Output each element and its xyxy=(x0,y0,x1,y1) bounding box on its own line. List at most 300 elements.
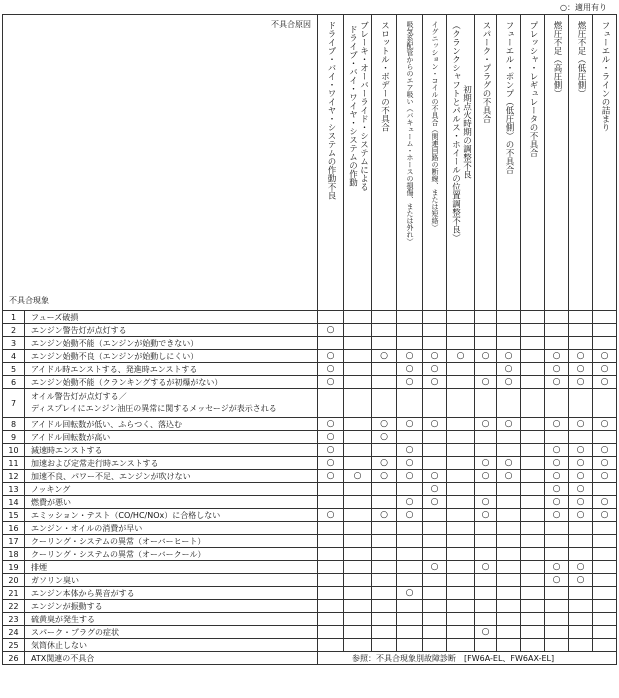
cause-column-c11 xyxy=(569,15,593,311)
applicability-cell xyxy=(497,561,521,574)
applicability-cell xyxy=(521,574,545,587)
applicability-cell: ○ xyxy=(545,376,569,389)
diagnosis-table xyxy=(2,14,617,665)
applicability-cell: ○ xyxy=(593,376,617,389)
applicability-cell xyxy=(475,574,497,587)
applicability-cell xyxy=(521,324,545,337)
cause-column-c7 xyxy=(475,15,497,311)
applicability-cell xyxy=(593,324,617,337)
applicability-cell: ○ xyxy=(569,376,593,389)
cause-heading-line: （クランクシャフトとパルス・ホイールの位置調整不良） xyxy=(450,21,461,242)
applicability-cell: ○ xyxy=(475,470,497,483)
applicability-cell: ○ xyxy=(397,457,423,470)
applicability-cell: ○ xyxy=(318,470,344,483)
applicability-cell xyxy=(497,509,521,522)
applicability-cell: ○ xyxy=(569,496,593,509)
applicability-cell xyxy=(593,483,617,496)
applicability-cell xyxy=(475,337,497,350)
applicability-cell xyxy=(447,363,475,376)
applicability-cell xyxy=(423,431,447,444)
symptom-cell: アイドル回転数が高い xyxy=(25,431,318,444)
applicability-cell xyxy=(447,600,475,613)
cause-heading xyxy=(551,21,562,98)
applicability-cell xyxy=(497,389,521,418)
symptom-cell: 排煙 xyxy=(25,561,318,574)
symptom-cell: 減速時エンストする xyxy=(25,444,318,457)
applicability-cell xyxy=(344,574,372,587)
applicability-cell xyxy=(318,311,344,324)
applicability-cell: ○ xyxy=(569,418,593,431)
applicability-cell xyxy=(521,535,545,548)
applicability-cell xyxy=(521,522,545,535)
applicability-cell xyxy=(545,639,569,652)
row-number: 12 xyxy=(3,470,25,483)
applicability-cell xyxy=(397,311,423,324)
applicability-cell: ○ xyxy=(397,418,423,431)
applicability-cell: ○ xyxy=(423,483,447,496)
symptom-cell: 気筒休止しない xyxy=(25,639,318,652)
row-number: 7 xyxy=(3,389,25,418)
applicability-cell xyxy=(593,626,617,639)
row-number: 5 xyxy=(3,363,25,376)
applicability-cell xyxy=(397,337,423,350)
applicability-cell xyxy=(447,509,475,522)
applicability-cell xyxy=(372,311,397,324)
cause-column-c6 xyxy=(447,15,475,311)
symptom-cell: エンジン本体から異音がする xyxy=(25,587,318,600)
applicability-cell xyxy=(521,509,545,522)
symptom-label: 不具合現象 xyxy=(9,296,49,305)
applicability-cell xyxy=(497,613,521,626)
header-row xyxy=(3,15,617,311)
applicability-cell xyxy=(593,561,617,574)
applicability-cell xyxy=(521,561,545,574)
applicability-cell xyxy=(344,389,372,418)
applicability-cell xyxy=(372,324,397,337)
applicability-cell xyxy=(447,522,475,535)
table-row xyxy=(3,470,617,483)
applicability-cell xyxy=(521,457,545,470)
symptom-cell: スパーク・プラグの症状 xyxy=(25,626,318,639)
applicability-cell: ○ xyxy=(569,483,593,496)
applicability-cell xyxy=(521,639,545,652)
applicability-cell: ○ xyxy=(545,363,569,376)
cause-heading xyxy=(450,21,472,242)
applicability-cell xyxy=(447,431,475,444)
applicability-cell xyxy=(397,639,423,652)
applicability-cell xyxy=(497,600,521,613)
row-number: 21 xyxy=(3,587,25,600)
applicability-cell xyxy=(475,535,497,548)
applicability-cell: ○ xyxy=(423,376,447,389)
applicability-cell xyxy=(318,613,344,626)
applicability-cell: ○ xyxy=(569,561,593,574)
applicability-cell: ○ xyxy=(397,444,423,457)
applicability-cell xyxy=(475,613,497,626)
applicability-cell xyxy=(569,600,593,613)
applicability-cell: ○ xyxy=(497,376,521,389)
applicability-cell: ○ xyxy=(318,509,344,522)
applicability-cell: ○ xyxy=(423,350,447,363)
applicability-cell xyxy=(475,389,497,418)
applicability-cell xyxy=(318,522,344,535)
symptom-cell: エンジン始動不能（クランキングするが初爆がない） xyxy=(25,376,318,389)
applicability-cell xyxy=(372,626,397,639)
cause-heading-line: 燃圧不足（高圧側） xyxy=(552,21,562,98)
applicability-cell xyxy=(447,324,475,337)
applicability-cell xyxy=(397,600,423,613)
applicability-cell xyxy=(318,600,344,613)
applicability-cell xyxy=(372,363,397,376)
applicability-cell xyxy=(318,496,344,509)
applicability-cell xyxy=(318,574,344,587)
applicability-cell xyxy=(447,376,475,389)
row-number: 3 xyxy=(3,337,25,350)
applicability-cell: ○ xyxy=(569,444,593,457)
applicability-cell: ○ xyxy=(545,457,569,470)
row-number: 11 xyxy=(3,457,25,470)
row-number: 24 xyxy=(3,626,25,639)
cause-heading-line: フューエル・ラインの詰まり xyxy=(600,21,610,132)
applicability-cell xyxy=(372,337,397,350)
applicability-cell xyxy=(545,311,569,324)
applicability-cell xyxy=(497,535,521,548)
applicability-cell xyxy=(423,389,447,418)
symptom-cell: アイドル時エンストする、発進時エンストする xyxy=(25,363,318,376)
applicability-cell: ○ xyxy=(569,574,593,587)
table-row xyxy=(3,587,617,600)
cause-column-c5 xyxy=(423,15,447,311)
applicability-cell xyxy=(423,337,447,350)
applicability-cell: ○ xyxy=(569,350,593,363)
symptom-cell: ATX関連の不具合 xyxy=(25,652,318,665)
applicability-cell: ○ xyxy=(545,561,569,574)
applicability-cell xyxy=(372,496,397,509)
table-row xyxy=(3,350,617,363)
symptom-cell: オイル警告灯が点灯する／ ディスプレイにエンジン油圧の異常に関するメッセージが表示される xyxy=(25,389,318,418)
applicability-cell xyxy=(344,418,372,431)
applicability-cell: ○ xyxy=(593,363,617,376)
symptom-cell: フューズ破損 xyxy=(25,311,318,324)
applicability-cell xyxy=(475,431,497,444)
table-row xyxy=(3,496,617,509)
applicability-cell xyxy=(344,535,372,548)
applicability-cell xyxy=(545,535,569,548)
applicability-cell xyxy=(521,311,545,324)
applicability-cell: ○ xyxy=(593,509,617,522)
applicability-cell xyxy=(447,587,475,600)
symptom-cell: 加速不良、パワー不足、エンジンが吹けない xyxy=(25,470,318,483)
applicability-cell xyxy=(545,522,569,535)
row-number: 18 xyxy=(3,548,25,561)
applicability-cell xyxy=(475,639,497,652)
applicability-cell xyxy=(397,613,423,626)
applicability-cell xyxy=(423,457,447,470)
applicability-cell: ○ xyxy=(397,470,423,483)
applicability-cell: ○ xyxy=(475,457,497,470)
cause-column-c3 xyxy=(372,15,397,311)
applicability-cell xyxy=(497,444,521,457)
applicability-cell xyxy=(593,613,617,626)
cause-heading xyxy=(503,21,514,174)
applicability-cell xyxy=(497,522,521,535)
table-body xyxy=(3,311,617,665)
applicability-cell xyxy=(569,535,593,548)
table-row xyxy=(3,639,617,652)
applicability-cell: ○ xyxy=(397,376,423,389)
applicability-cell xyxy=(475,522,497,535)
applicability-cell xyxy=(545,431,569,444)
row-number: 22 xyxy=(3,600,25,613)
cause-heading-line: 初期点火時期の調整不良 xyxy=(461,84,472,179)
cause-heading-line: プレッシャ・レギュレータの不具合 xyxy=(528,21,538,157)
symptom-cell: 硫黄臭が発生する xyxy=(25,613,318,626)
table-row xyxy=(3,324,617,337)
applicability-cell: ○ xyxy=(545,496,569,509)
row-number: 10 xyxy=(3,444,25,457)
applicability-cell xyxy=(344,496,372,509)
applicability-cell xyxy=(318,548,344,561)
applicability-cell xyxy=(475,311,497,324)
applicability-cell xyxy=(372,483,397,496)
cause-column-c1 xyxy=(318,15,344,311)
applicability-cell xyxy=(475,600,497,613)
cause-column-c12 xyxy=(593,15,617,311)
applicability-cell xyxy=(569,389,593,418)
applicability-cell: ○ xyxy=(593,350,617,363)
applicability-cell xyxy=(447,548,475,561)
applicability-cell xyxy=(397,574,423,587)
row-number: 13 xyxy=(3,483,25,496)
cause-heading-line: ドライブ・バイ・ワイヤ・システムの作動 xyxy=(347,25,358,187)
applicability-cell xyxy=(344,337,372,350)
table-row xyxy=(3,418,617,431)
applicability-cell: ○ xyxy=(569,509,593,522)
applicability-cell xyxy=(423,444,447,457)
applicability-cell xyxy=(447,470,475,483)
applicability-cell xyxy=(344,548,372,561)
cause-heading-line: ブレーキ・オーバーライド・システムによる xyxy=(358,21,369,191)
table-row xyxy=(3,389,617,418)
applicability-cell: ○ xyxy=(569,363,593,376)
applicability-cell xyxy=(423,600,447,613)
applicability-cell xyxy=(475,483,497,496)
cause-column-c4 xyxy=(397,15,423,311)
applicability-cell: ○ xyxy=(372,431,397,444)
applicability-cell: ○ xyxy=(545,350,569,363)
cause-heading xyxy=(527,21,538,157)
applicability-cell xyxy=(344,431,372,444)
cause-label: 不具合原因 xyxy=(271,20,311,29)
applicability-cell xyxy=(344,376,372,389)
applicability-cell xyxy=(397,483,423,496)
cause-heading xyxy=(575,21,586,98)
applicability-cell xyxy=(344,613,372,626)
applicability-cell: ○ xyxy=(593,496,617,509)
cause-heading xyxy=(480,21,491,123)
cause-heading xyxy=(379,21,390,132)
symptom-cell: エンジン警告灯が点灯する xyxy=(25,324,318,337)
applicability-cell xyxy=(344,457,372,470)
table-row xyxy=(3,483,617,496)
applicability-cell xyxy=(497,587,521,600)
applicability-cell xyxy=(497,324,521,337)
applicability-cell xyxy=(521,470,545,483)
symptom-cell: エミッション・テスト（CO/HC/NOx）に合格しない xyxy=(25,509,318,522)
cause-heading-line: フューエル・ポンプ（低圧側）の不具合 xyxy=(504,21,514,174)
applicability-cell: ○ xyxy=(372,350,397,363)
applicability-cell xyxy=(475,444,497,457)
applicability-cell xyxy=(372,444,397,457)
applicability-cell xyxy=(447,483,475,496)
applicability-cell xyxy=(475,363,497,376)
applicability-cell xyxy=(344,522,372,535)
applicability-cell: ○ xyxy=(318,431,344,444)
table-row xyxy=(3,535,617,548)
applicability-cell xyxy=(344,639,372,652)
row-number: 25 xyxy=(3,639,25,652)
table-row xyxy=(3,548,617,561)
table-row xyxy=(3,613,617,626)
table-row xyxy=(3,337,617,350)
row-number: 20 xyxy=(3,574,25,587)
applicability-cell: ○ xyxy=(447,350,475,363)
applicability-cell xyxy=(372,561,397,574)
symptom-cell: アイドル回転数が低い、ふらつく、落込む xyxy=(25,418,318,431)
applicability-cell: ○ xyxy=(318,418,344,431)
table-row xyxy=(3,600,617,613)
applicability-cell: ○ xyxy=(372,457,397,470)
applicability-cell xyxy=(521,376,545,389)
symptom-cell: エンジン・オイルの消費が早い xyxy=(25,522,318,535)
applicability-cell: ○ xyxy=(475,626,497,639)
applicability-cell xyxy=(397,535,423,548)
applicability-cell: ○ xyxy=(423,561,447,574)
applicability-cell: ○ xyxy=(475,350,497,363)
cause-column-c2 xyxy=(344,15,372,311)
row-number: 4 xyxy=(3,350,25,363)
applicability-cell: ○ xyxy=(545,470,569,483)
cause-heading-line: スパーク・プラグの不具合 xyxy=(481,21,491,123)
applicability-cell xyxy=(545,613,569,626)
applicability-cell: ○ xyxy=(545,574,569,587)
applicability-cell xyxy=(497,311,521,324)
applicability-cell xyxy=(545,626,569,639)
applicability-cell xyxy=(569,522,593,535)
legend: ○：適用有り xyxy=(560,3,607,12)
applicability-cell xyxy=(397,324,423,337)
applicability-cell xyxy=(593,431,617,444)
applicability-cell: ○ xyxy=(318,444,344,457)
applicability-cell xyxy=(447,561,475,574)
applicability-cell xyxy=(423,535,447,548)
cause-heading xyxy=(325,21,336,200)
reference-note: 参照：不具合現象別故障診断 [FW6A-EL、FW6AX-EL] xyxy=(318,652,617,665)
applicability-cell xyxy=(344,350,372,363)
applicability-cell xyxy=(423,587,447,600)
applicability-cell xyxy=(423,311,447,324)
applicability-cell xyxy=(521,431,545,444)
applicability-cell: ○ xyxy=(318,324,344,337)
row-number: 14 xyxy=(3,496,25,509)
table-row xyxy=(3,376,617,389)
table-row-atx xyxy=(3,652,617,665)
table-row xyxy=(3,561,617,574)
applicability-cell xyxy=(397,561,423,574)
applicability-cell xyxy=(593,337,617,350)
applicability-cell xyxy=(344,561,372,574)
applicability-cell xyxy=(521,418,545,431)
applicability-cell xyxy=(593,389,617,418)
applicability-cell xyxy=(447,444,475,457)
applicability-cell: ○ xyxy=(423,470,447,483)
applicability-cell xyxy=(545,324,569,337)
applicability-cell xyxy=(545,389,569,418)
cause-heading-line: 吸気系配管からのエア吸い（バキューム・ホースの損傷、または外れ） xyxy=(406,21,414,245)
applicability-cell: ○ xyxy=(423,363,447,376)
cause-heading-line: 燃圧不足（低圧側） xyxy=(576,21,586,98)
applicability-cell xyxy=(344,444,372,457)
applicability-cell xyxy=(318,535,344,548)
table-row xyxy=(3,509,617,522)
applicability-cell xyxy=(521,389,545,418)
symptom-cell: ノッキング xyxy=(25,483,318,496)
applicability-cell xyxy=(593,587,617,600)
applicability-cell xyxy=(447,639,475,652)
applicability-cell xyxy=(372,639,397,652)
applicability-cell xyxy=(423,639,447,652)
applicability-cell xyxy=(372,613,397,626)
applicability-cell xyxy=(569,548,593,561)
applicability-cell: ○ xyxy=(423,418,447,431)
applicability-cell xyxy=(318,587,344,600)
applicability-cell xyxy=(344,509,372,522)
applicability-cell xyxy=(593,574,617,587)
applicability-cell: ○ xyxy=(318,457,344,470)
table-row xyxy=(3,444,617,457)
table-row xyxy=(3,626,617,639)
applicability-cell xyxy=(397,431,423,444)
applicability-cell xyxy=(423,509,447,522)
symptom-cell: エンジン始動不能（エンジンが始動できない） xyxy=(25,337,318,350)
header-corner xyxy=(3,15,318,311)
row-number: 26 xyxy=(3,652,25,665)
applicability-cell: ○ xyxy=(545,444,569,457)
applicability-cell xyxy=(521,626,545,639)
applicability-cell xyxy=(569,431,593,444)
applicability-cell xyxy=(447,496,475,509)
applicability-cell xyxy=(447,574,475,587)
applicability-cell xyxy=(569,613,593,626)
symptom-cell: クーリング・システムの異常（オーバークール） xyxy=(25,548,318,561)
applicability-cell xyxy=(372,522,397,535)
symptom-cell: エンジン始動不良（エンジンが始動しにくい） xyxy=(25,350,318,363)
applicability-cell: ○ xyxy=(497,363,521,376)
applicability-cell: ○ xyxy=(397,587,423,600)
cause-heading xyxy=(599,21,610,132)
applicability-cell xyxy=(397,548,423,561)
applicability-cell: ○ xyxy=(475,561,497,574)
applicability-cell xyxy=(318,337,344,350)
applicability-cell xyxy=(318,561,344,574)
applicability-cell xyxy=(447,535,475,548)
symptom-cell: エンジンが振動する xyxy=(25,600,318,613)
applicability-cell xyxy=(372,376,397,389)
applicability-cell: ○ xyxy=(497,418,521,431)
applicability-cell xyxy=(521,337,545,350)
applicability-cell: ○ xyxy=(545,483,569,496)
applicability-cell xyxy=(545,337,569,350)
